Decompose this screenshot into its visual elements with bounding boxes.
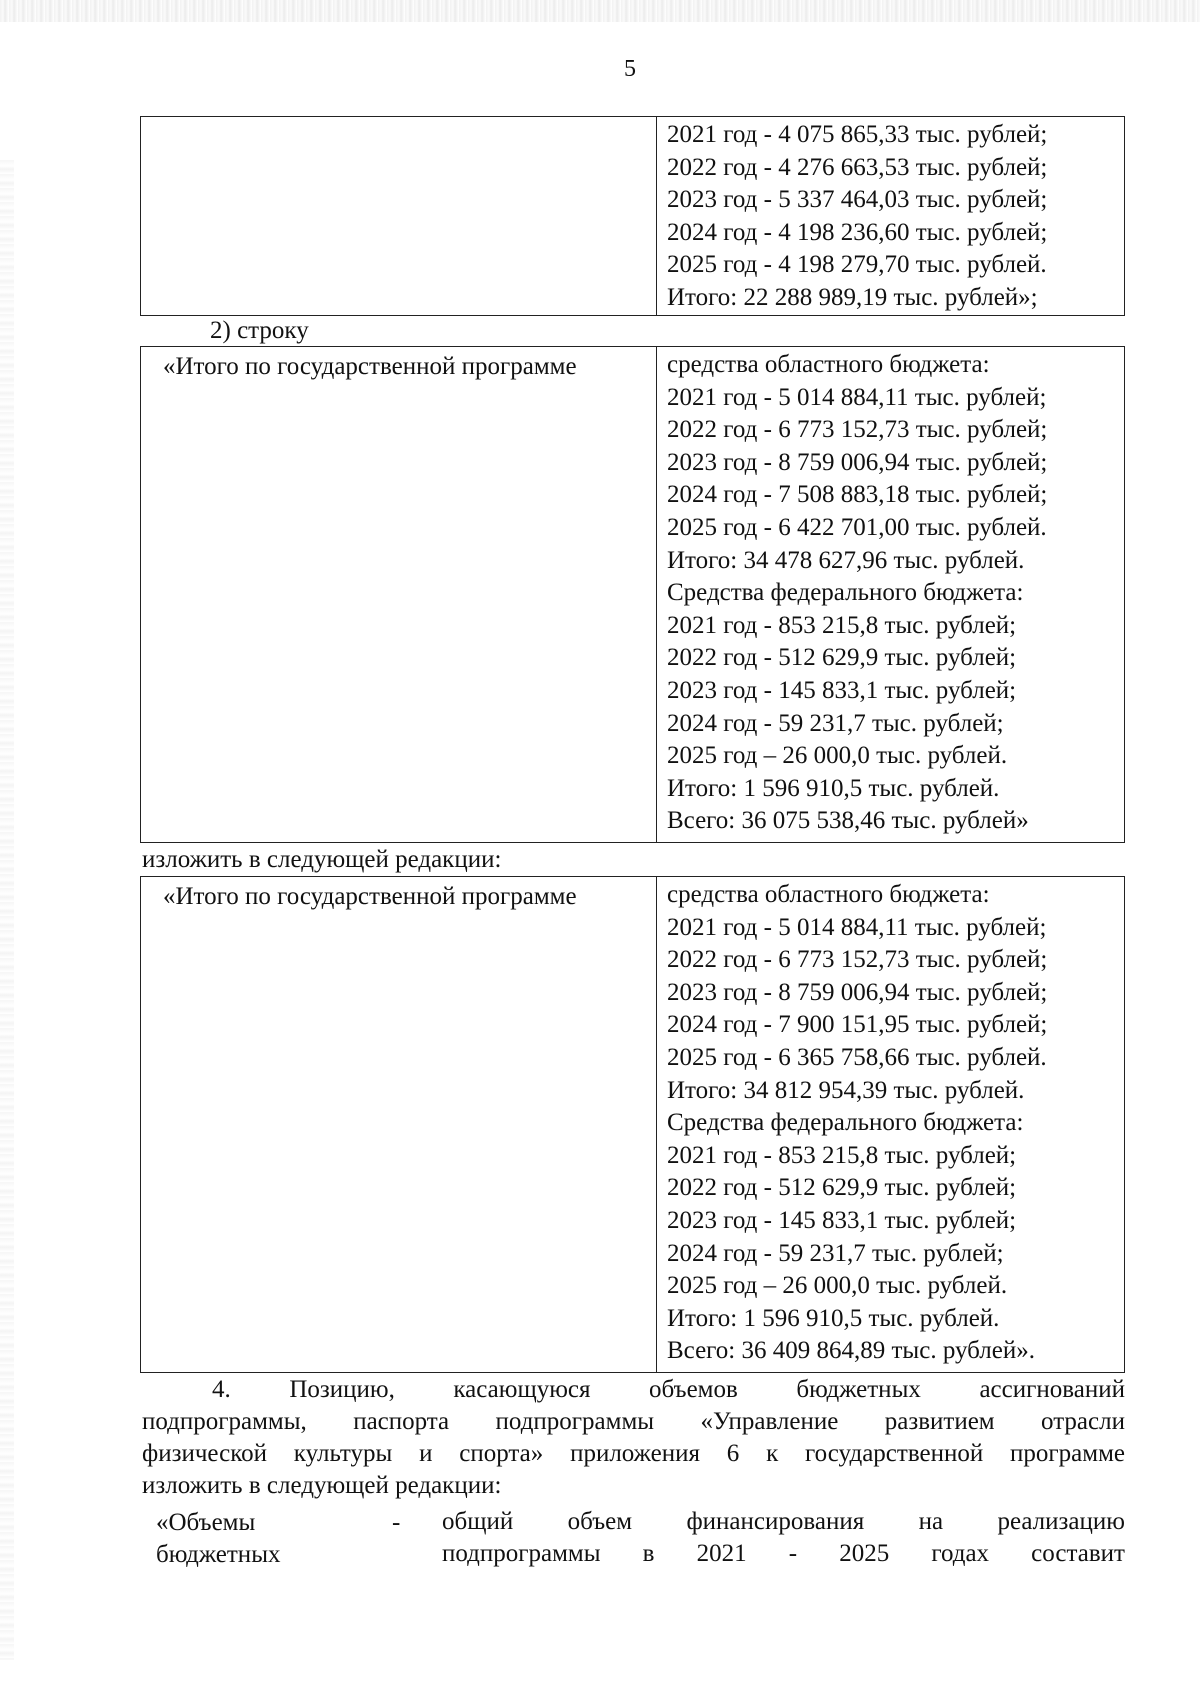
value-line: 2022 год - 512 629,9 тыс. рублей;	[667, 644, 1017, 672]
value-line: Итого: 22 288 989,19 тыс. рублей»;	[667, 283, 1038, 311]
table-continued-label-cell	[141, 117, 657, 316]
word: подпрограммы,	[142, 1408, 307, 1435]
word: 2021	[696, 1540, 747, 1567]
table-continued	[140, 116, 1125, 316]
word: годах	[931, 1540, 990, 1567]
value-line: 2022 год - 4 276 663,53 тыс. рублей;	[667, 153, 1048, 181]
word: отрасли	[1041, 1408, 1125, 1435]
volumes-label-line-2: бюджетных	[156, 1541, 281, 1568]
value-line: 2024 год - 4 198 236,60 тыс. рублей;	[667, 218, 1048, 246]
value-line: 2025 год – 26 000,0 тыс. рублей.	[667, 1272, 1008, 1300]
value-line: 2021 год - 5 014 884,11 тыс. рублей;	[667, 383, 1047, 411]
value-line: 2025 год - 4 198 279,70 тыс. рублей.	[667, 251, 1047, 279]
volumes-dash: -	[392, 1509, 401, 1536]
word: программе	[1010, 1440, 1125, 1467]
table-old-label: «Итого по государственной программе	[163, 353, 577, 380]
word: 6	[726, 1440, 740, 1467]
value-line: 2021 год - 853 215,8 тыс. рублей;	[667, 611, 1017, 639]
edit-label: изложить в следующей редакции:	[142, 846, 502, 873]
word: физической	[142, 1440, 267, 1467]
value-line: средства областного бюджета:	[667, 351, 990, 378]
word: финансирования	[686, 1508, 865, 1535]
word: реализацию	[997, 1508, 1125, 1535]
word: паспорта	[353, 1408, 450, 1435]
scan-edge-top	[0, 0, 1200, 22]
word: к	[766, 1440, 779, 1467]
value-line: 2022 год - 6 773 152,73 тыс. рублей;	[667, 946, 1048, 974]
value-line: 2024 год - 59 231,7 тыс. рублей;	[667, 1239, 1004, 1267]
table-new-value-cell	[657, 877, 1125, 1373]
scan-edge-left	[0, 160, 14, 1660]
word: -	[788, 1540, 798, 1567]
value-line: Всего: 36 409 864,89 тыс. рублей».	[667, 1337, 1035, 1365]
value-line: 2023 год - 8 759 006,94 тыс. рублей;	[667, 978, 1048, 1006]
word: развитием	[884, 1408, 995, 1435]
value-line: 2025 год – 26 000,0 тыс. рублей.	[667, 742, 1008, 770]
word: ассигнований	[979, 1376, 1125, 1403]
word: государственной	[805, 1440, 984, 1467]
value-line: Всего: 36 075 538,46 тыс. рублей»	[667, 807, 1029, 835]
page-number: 5	[624, 56, 636, 82]
paragraph-4-line-2	[142, 1406, 1125, 1438]
value-line: 2025 год - 6 422 701,00 тыс. рублей.	[667, 513, 1047, 541]
value-line: 2023 год - 145 833,1 тыс. рублей;	[667, 676, 1017, 704]
word: 2025	[839, 1540, 890, 1567]
word: объемов	[649, 1376, 738, 1403]
word: подпрограммы	[442, 1540, 601, 1567]
value-line: Итого: 1 596 910,5 тыс. рублей.	[667, 774, 1000, 802]
value-line: 2024 год - 59 231,7 тыс. рублей;	[667, 709, 1004, 737]
table-continued-value-cell	[657, 117, 1125, 316]
word: общий	[442, 1508, 514, 1535]
paragraph-4-line-1	[212, 1374, 1125, 1406]
word: приложения	[570, 1440, 700, 1467]
volumes-label-line-1: «Объемы	[156, 1509, 256, 1536]
value-line: 2021 год - 5 014 884,11 тыс. рублей;	[667, 913, 1047, 941]
word: бюджетных	[796, 1376, 921, 1403]
value-line: 2021 год - 4 075 865,33 тыс. рублей;	[667, 121, 1048, 148]
table-new-label-cell	[141, 877, 657, 1373]
word: «Управление	[700, 1408, 839, 1435]
value-line: Итого: 34 812 954,39 тыс. рублей.	[667, 1076, 1025, 1104]
value-line: 2024 год - 7 508 883,18 тыс. рублей;	[667, 481, 1048, 509]
table-old-total	[140, 346, 1125, 843]
value-line: Средства федерального бюджета:	[667, 1109, 1024, 1137]
value-line: Итого: 1 596 910,5 тыс. рублей.	[667, 1304, 1000, 1332]
word: подпрограммы	[495, 1408, 655, 1435]
paragraph-4-line-3	[142, 1438, 1125, 1470]
word: культуры	[293, 1440, 393, 1467]
table-old-value-cell	[657, 347, 1125, 843]
value-line: 2025 год - 6 365 758,66 тыс. рублей.	[667, 1043, 1047, 1071]
word: в	[642, 1540, 655, 1567]
word: на	[918, 1508, 944, 1535]
table-old-label-cell	[141, 347, 657, 843]
value-line: 2024 год - 7 900 151,95 тыс. рублей;	[667, 1011, 1048, 1039]
table-new-label: «Итого по государственной программе	[163, 883, 577, 910]
word: 4.	[212, 1376, 231, 1403]
value-line: 2022 год - 6 773 152,73 тыс. рублей;	[667, 416, 1048, 444]
volumes-text-line-1	[442, 1506, 1125, 1538]
word: составит	[1031, 1540, 1125, 1567]
word: касающуюся	[453, 1376, 591, 1403]
value-line: средства областного бюджета:	[667, 881, 990, 908]
value-line: 2023 год - 8 759 006,94 тыс. рублей;	[667, 448, 1048, 476]
word: объем	[567, 1508, 633, 1535]
value-line: Средства федерального бюджета:	[667, 579, 1024, 607]
value-line: 2021 год - 853 215,8 тыс. рублей;	[667, 1141, 1017, 1169]
word: Позицию,	[289, 1376, 395, 1403]
value-line: 2022 год - 512 629,9 тыс. рублей;	[667, 1174, 1017, 1202]
word: и	[419, 1440, 433, 1467]
word: спорта»	[459, 1440, 544, 1467]
value-line: Итого: 34 478 627,96 тыс. рублей.	[667, 546, 1025, 574]
value-line: 2023 год - 5 337 464,03 тыс. рублей;	[667, 186, 1048, 214]
value-line: 2023 год - 145 833,1 тыс. рублей;	[667, 1206, 1017, 1234]
volumes-text-line-2	[442, 1538, 1125, 1570]
table-new-total	[140, 876, 1125, 1373]
paragraph-4-line-4: изложить в следующей редакции:	[142, 1472, 502, 1499]
item-2-label: 2) строку	[210, 317, 309, 344]
